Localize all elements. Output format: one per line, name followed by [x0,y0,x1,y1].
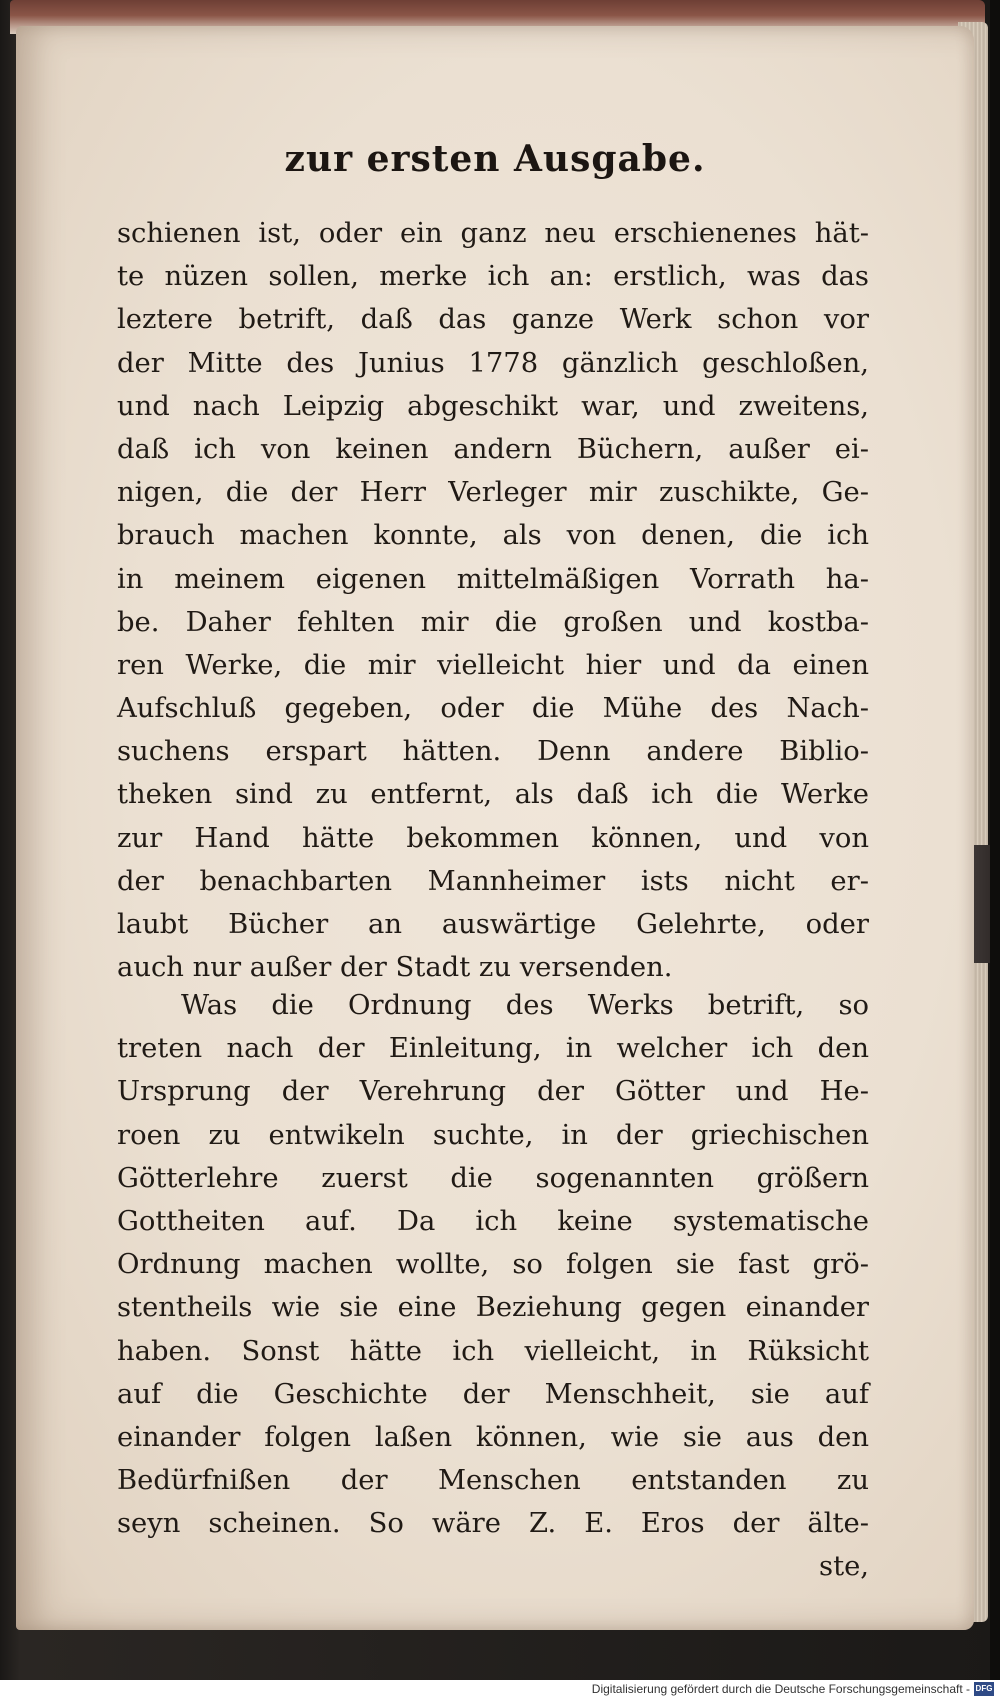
text-line: haben. Sonst hätte ich vielleicht, in Rüksicht [117,1335,869,1367]
book-page [16,26,974,1630]
text-line: Ordnung machen wollte, so folgen sie fast grö- [117,1249,869,1281]
text-line: Bedürfnißen der Menschen entstanden zu [117,1465,869,1497]
text-line: schienen ist, oder ein ganz neu erschienenes hät- [117,218,869,249]
text-line: roen zu entwikeln suchte, in der griechischen [117,1119,869,1151]
text-line: der Mitte des Junius 1778 gänzlich geschloßen, [117,347,869,379]
text-line: zur Hand hätte bekommen können, und von [117,822,869,854]
text-line: ren Werke, die mir vielleicht hier und da einen [117,649,869,681]
text-line: auch nur außer der Stadt zu versenden. [117,952,673,984]
text-line: laubt Bücher an auswärtige Gelehrte, oder [117,909,869,940]
text-line: daß ich von keinen andern Büchern, außer ei- [117,433,869,465]
digitization-credit: Digitalisierung gefördert durch die Deutsche Forschungsgemeinschaft - [591,1682,970,1696]
text-line: Götterlehre zuerst die sogenannten größern [117,1162,869,1194]
scan-border-right [990,0,1000,1699]
text-line: suchens erspart hätten. Denn andere Biblio- [117,736,869,768]
text-line: nigen, die der Herr Verleger mir zuschikte, Ge- [117,477,869,509]
text-line: seyn scheinen. So wäre Z. E. Eros der älte- [117,1508,869,1540]
text-line: und nach Leipzig abgeschikt war, und zweitens, [117,390,869,422]
text-line: in meinem eigenen mittelmäßigen Vorrath ha- [117,563,869,595]
text-line: Gottheiten auf. Da ich keine systematische [117,1205,869,1237]
text-line: Aufschluß gegeben, oder die Mühe des Nach- [117,693,869,725]
catchword: ste, [819,1551,869,1583]
text-line: Was die Ordnung des Werks betrift, so [181,990,869,1021]
running-head: zur ersten Ausgabe. [284,138,706,180]
text-line: treten nach der Einleitung, in welcher ich den [117,1033,869,1065]
text-line: der benachbarten Mannheimer ists nicht er- [117,865,869,897]
text-line: Ursprung der Verehrung der Götter und He- [117,1076,869,1108]
text-line: auf die Geschichte der Menschheit, sie auf [117,1378,869,1410]
text-line: stentheils wie sie eine Beziehung gegen einander [117,1292,869,1324]
text-line: te nüzen sollen, merke ich an: erstlich, was das [117,261,869,293]
dfg-logo-icon: DFG [974,1682,994,1696]
paragraph-1 [117,212,869,989]
paragraph-2 [117,984,869,1589]
text-line: einander folgen laßen können, wie sie aus den [117,1421,869,1453]
text-line: be. Daher fehlten mir die großen und kostba- [117,606,869,638]
text-line: theken sind zu entfernt, als daß ich die Werke [117,779,869,811]
text-line: brauch machen konnte, als von denen, die ich [117,520,869,552]
text-line: leztere betrift, daß das ganze Werk schon vor [117,304,869,336]
